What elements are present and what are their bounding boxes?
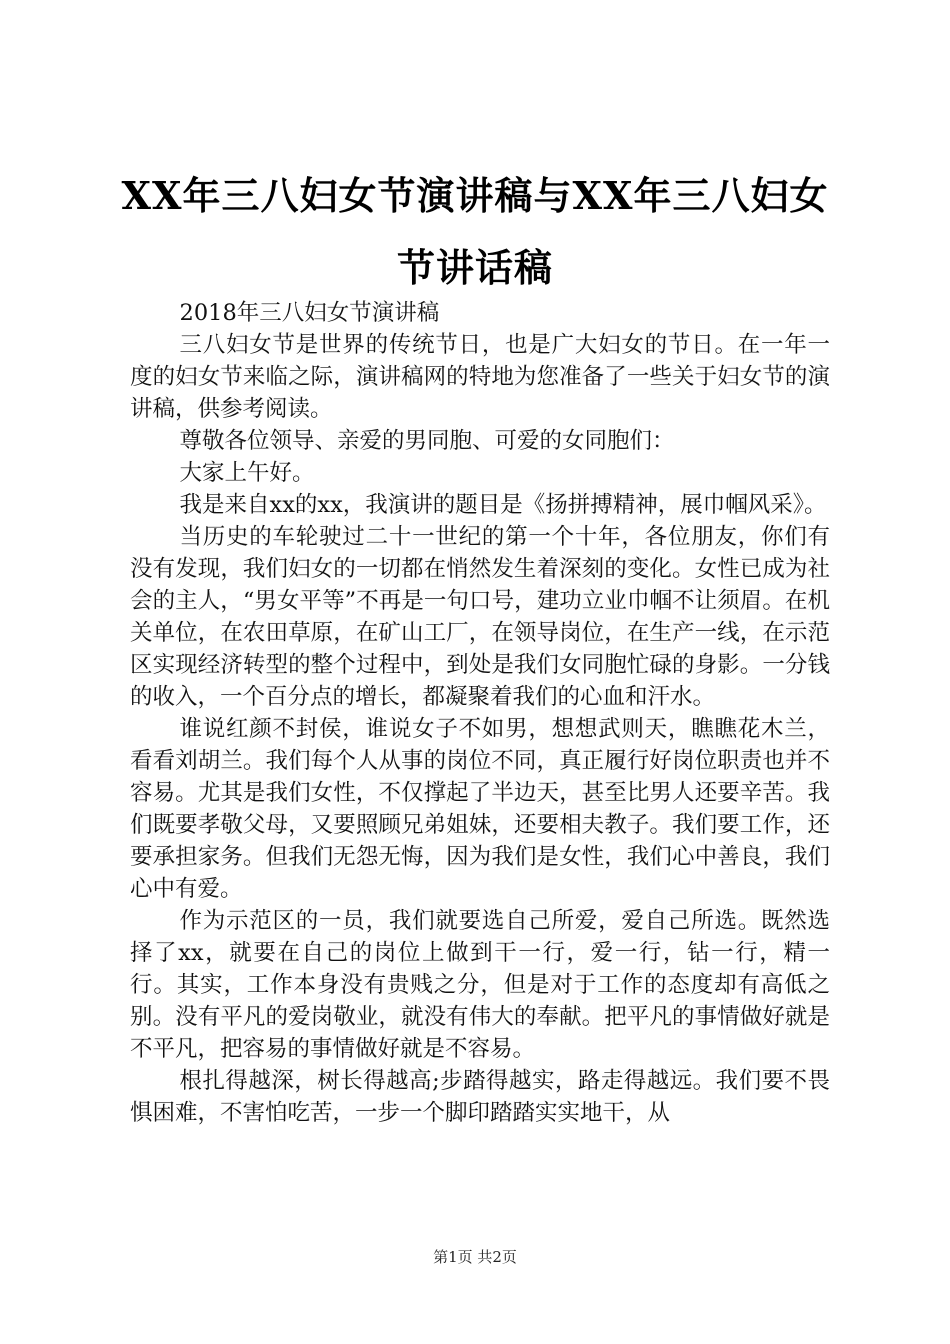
paragraph-subtitle: 2018年三八妇女节演讲稿 — [179, 300, 440, 326]
document-body — [130, 297, 830, 1129]
paragraph: 当历史的车轮驶过二十一世纪的第一个十年，各位朋友，你们有没有发现，我们妇女的一切都在悄然发生着深刻的变化。女性已成为社会的主人，“男女平等”不再是一句口号，建功立业巾帼不让须眉。在机关单位，在农田草原，在矿山工厂，在领导岗位，在生产一线，在示范区实现经济转型的整个过程中，到处是我们女同胞忙碌的身影。一分钱的收入，一个百分点的增长，都凝聚着我们的心血和汗水。 — [130, 524, 830, 710]
document-title: XX年三八妇女节演讲稿与XX年三八妇女节讲话稿 — [121, 173, 829, 290]
paragraph: 根扎得越深，树长得越高;步踏得越实，路走得越远。我们要不畏惧困难，不害怕吃苦，一步一个脚印踏踏实实地干，从 — [130, 1068, 830, 1126]
paragraph: 我是来自xx的xx，我演讲的题目是《扬拼搏精神，展巾帼风采》。 — [179, 492, 827, 518]
page-number-footer: 第1页 共2页 — [433, 1248, 517, 1266]
paragraph: 尊敬各位领导、亲爱的男同胞、可爱的女同胞们： — [179, 428, 675, 454]
paragraph: 三八妇女节是世界的传统节日，也是广大妇女的节日。在一年一度的妇女节来临之际，演讲稿网的特地为您准备了一些关于妇女节的演讲稿，供参考阅读。 — [130, 332, 830, 422]
paragraph: 大家上午好。 — [179, 460, 315, 486]
paragraph: 谁说红颜不封侯，谁说女子不如男，想想武则天，瞧瞧花木兰，看看刘胡兰。我们每个人从事的岗位不同，真正履行好岗位职责也并不容易。尤其是我们女性，不仅撑起了半边天，甚至比男人还要辛苦。我们既要孝敬父母，又要照顾兄弟姐妹，还要相夫教子。我们要工作，还要承担家务。但我们无怨无悔，因为我们是女性，我们心中善良，我们心中有爱。 — [130, 716, 830, 902]
paragraph: 作为示范区的一员，我们就要选自己所爱，爱自己所选。既然选择了xx，就要在自己的岗位上做到干一行，爱一行，钻一行，精一行。其实，工作本身没有贵贱之分，但是对于工作的态度却有高低之别。没有平凡的爱岗敬业，就没有伟大的奉献。把平凡的事情做好就是不平凡，把容易的事情做好就是不容易。 — [130, 908, 830, 1062]
